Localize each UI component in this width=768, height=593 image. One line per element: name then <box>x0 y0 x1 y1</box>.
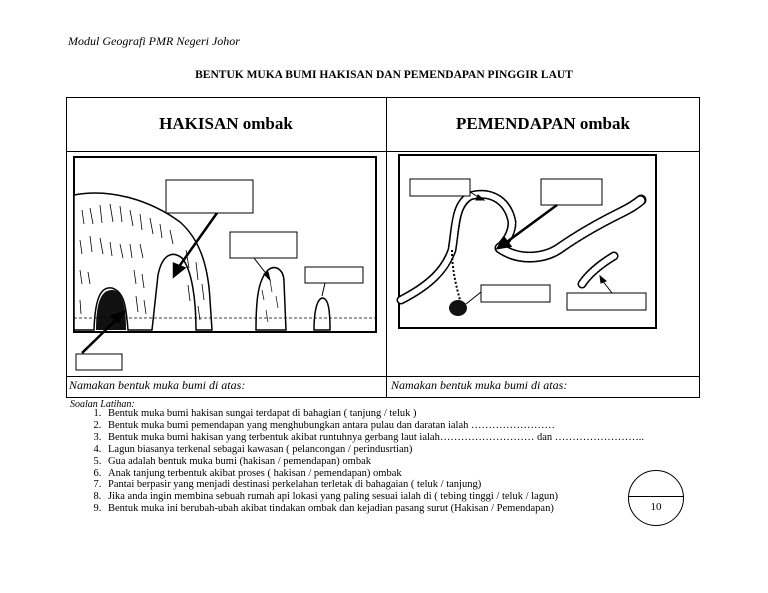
list-item: 5. Gua adalah bentuk muka bumi (hakisan / pemendapan) ombak <box>104 456 704 468</box>
page-number-divider <box>628 496 684 497</box>
module-header: Modul Geografi PMR Negeri Johor <box>68 34 240 48</box>
pemendapan-heading: PEMENDAPAN ombak <box>456 114 630 133</box>
page-number: 10 <box>650 501 662 513</box>
list-item: 2. Bentuk muka bumi pemendapan yang menghubungkan antara pulau dan daratan ialah …………………… <box>104 420 704 432</box>
list-item: 9. Bentuk muka ini berubah-ubah akibat tindakan ombak dan kejadian pasang surut (Hakisan / Pemendapan) <box>104 503 704 515</box>
hakisan-heading: HAKISAN ombak <box>159 114 293 133</box>
page-title: BENTUK MUKA BUMI HAKISAN DAN PEMENDAPAN PINGGIR LAUT <box>195 69 573 81</box>
hakisan-illustration <box>74 157 376 370</box>
list-item: 7. Pantai berpasir yang menjadi destinasi perkelahan terletak di bahagaian ( teluk / tanjung) <box>104 479 704 491</box>
page-number-circle <box>628 470 684 526</box>
list-item: 8. Jika anda ingin membina sebuah rumah api lokasi yang paling sesuai ialah di ( tebing tinggi / teluk / lagun) <box>104 491 704 503</box>
list-item: 3. Bentuk muka bumi hakisan yang terbentuk akibat runtuhnya gerbang laut ialah……………………… dan …………………….. <box>104 432 704 444</box>
caption-right: Namakan bentuk muka bumi di atas: <box>391 378 568 392</box>
question-list <box>70 408 704 515</box>
pemendapan-illustration <box>399 155 656 328</box>
questions-heading: Soalan Latihan: <box>70 399 135 410</box>
list-item: 1. Bentuk muka bumi hakisan sungai terdapat di bahagian ( tanjung / teluk ) <box>104 408 704 420</box>
list-item: 4. Lagun biasanya terkenal sebagai kawasan ( pelancongan / perindusrtian) <box>104 444 704 456</box>
list-item: 6. Anak tanjung terbentuk akibat proses ( hakisan / pemendapan) ombak <box>104 468 704 480</box>
caption-left: Namakan bentuk muka bumi di atas: <box>69 378 246 392</box>
